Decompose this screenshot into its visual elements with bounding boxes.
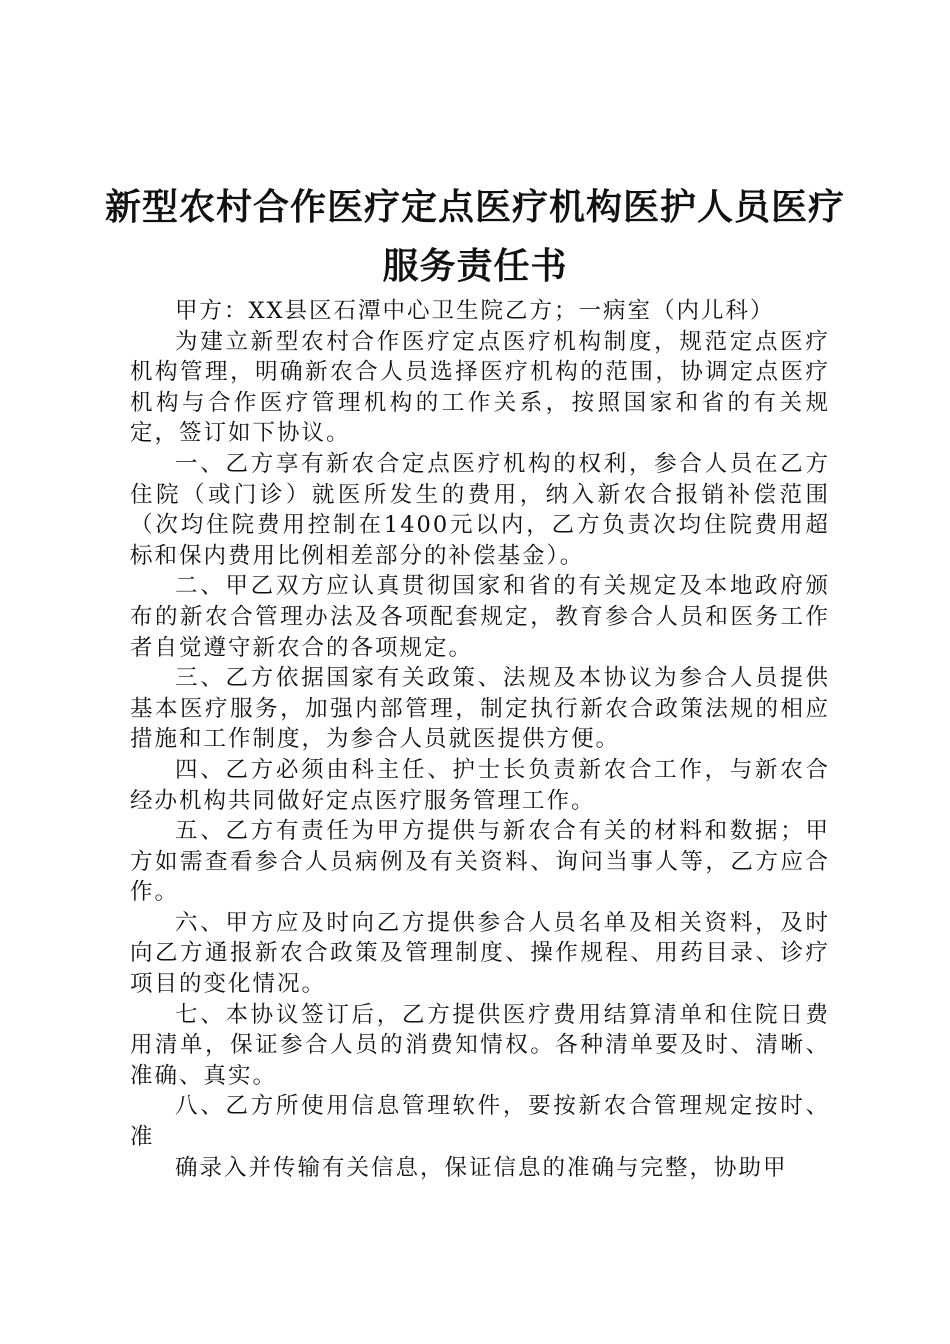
clause-2: 二、甲乙双方应认真贯彻国家和省的有关规定及本地政府颁布的新农合管理办法及各项配套规定，教育参合人员和医务工作者自觉遵守新农合的各项规定。 bbox=[130, 573, 830, 661]
clause-7: 七、本协议签订后，乙方提供医疗费用结算清单和住院日费用清单，保证参合人员的消费知情权。各种清单要及时、清晰、准确、真实。 bbox=[130, 1001, 830, 1089]
clause-8-continued: 确录入并传输有关信息，保证信息的准确与完整，协助甲 bbox=[175, 1154, 788, 1181]
clause-4: 四、乙方必须由科主任、护士长负责新农合工作，与新农合经办机构共同做好定点医疗服务管理工作。 bbox=[130, 756, 830, 814]
clause-6: 六、甲方应及时向乙方提供参合人员名单及相关资料，及时向乙方通报新农合政策及管理制度、操作规程、用药目录、诊疗项目的变化情况。 bbox=[130, 909, 830, 998]
clause-8: 八、乙方所使用信息管理软件，要按新农合管理规定按时、准 bbox=[130, 1093, 830, 1151]
document-title-line-2: 服务责任书 bbox=[382, 246, 568, 287]
document-title-line-1: 新型农村合作医疗定点医疗机构医护人员医疗 bbox=[104, 187, 845, 228]
clause-5: 五、乙方有责任为甲方提供与新农合有关的材料和数据；甲方如需查看参合人员病例及有关资料、询问当事人等，乙方应合作。 bbox=[130, 818, 830, 906]
party-line: 甲方：XX县区石潭中心卫生院乙方；一病室（内儿科） bbox=[175, 298, 775, 324]
document-body bbox=[130, 296, 830, 1183]
clause-1: 一、乙方享有新农合定点医疗机构的权利，参合人员在乙方住院（或门诊）就医所发生的费用，纳入新农合报销补偿范围（次均住院费用控制在1400元以内，乙方负责次均住院费用超标和保内费用比例相差部分的补偿基金）。 bbox=[130, 450, 830, 569]
clause-3: 三、乙方依据国家有关政策、法规及本协议为参合人员提供基本医疗服务，加强内部管理，制定执行新农合政策法规的相应措施和工作制度，为参合人员就医提供方便。 bbox=[130, 665, 830, 753]
preamble-paragraph: 为建立新型农村合作医疗定点医疗机构制度，规范定点医疗机构管理，明确新农合人员选择医疗机构的范围，协调定点医疗机构与合作医疗管理机构的工作关系，按照国家和省的有关规定，签订如下协议。 bbox=[130, 328, 830, 447]
